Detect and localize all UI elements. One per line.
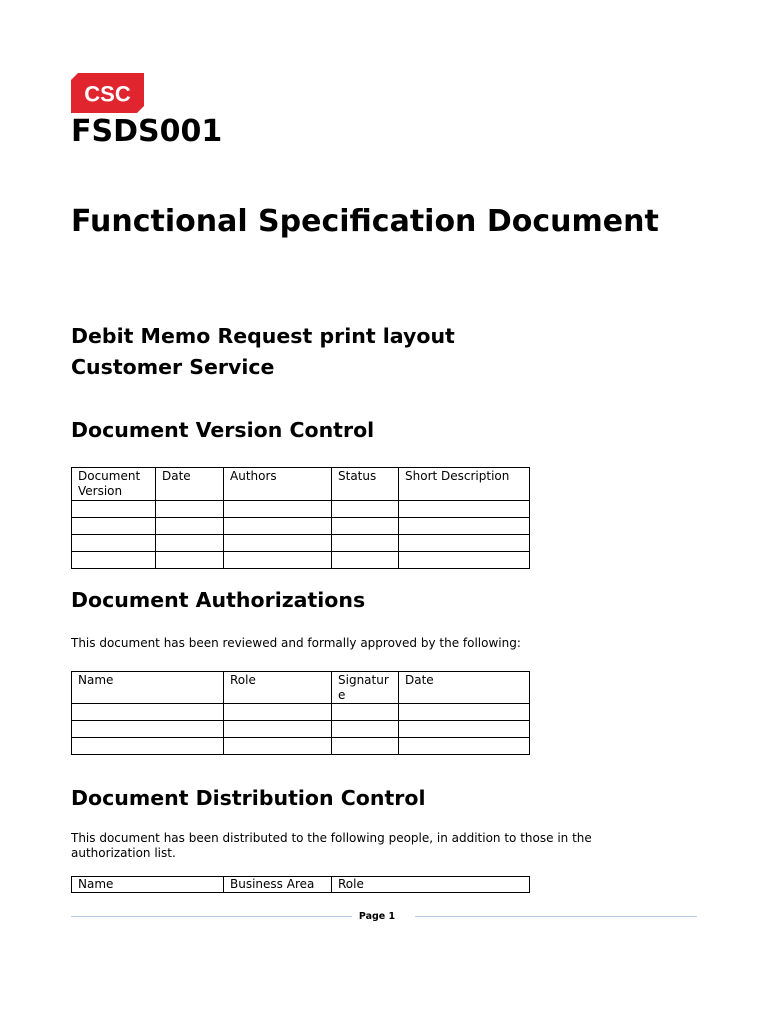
version-control-heading: Document Version Control	[71, 418, 375, 442]
column-header: Role	[332, 877, 530, 893]
csc-logo-mark	[71, 73, 144, 113]
table-cell[interactable]	[224, 501, 332, 518]
table-cell[interactable]	[332, 552, 399, 569]
distribution-intro: This document has been distributed to the following people, in addition to those in the authorization list.	[71, 831, 592, 860]
table-row	[72, 704, 530, 721]
column-header: Name	[72, 877, 224, 893]
table-cell[interactable]	[332, 738, 399, 755]
table-cell[interactable]	[224, 704, 332, 721]
table-cell[interactable]	[224, 518, 332, 535]
table-cell[interactable]	[332, 721, 399, 738]
table-row	[72, 535, 530, 552]
table-cell[interactable]	[399, 501, 530, 518]
column-header: Authors	[224, 468, 332, 501]
table-cell[interactable]	[72, 518, 156, 535]
table-header-row	[72, 672, 530, 704]
table-cell[interactable]	[72, 738, 224, 755]
column-header: Document Version	[72, 468, 156, 501]
column-header: Role	[224, 672, 332, 704]
distribution-table	[71, 876, 530, 893]
table-cell[interactable]	[332, 535, 399, 552]
table-header-row	[72, 877, 530, 893]
table-cell[interactable]	[72, 535, 156, 552]
column-header: Signature	[332, 672, 399, 704]
authorizations-intro: This document has been reviewed and formally approved by the following:	[71, 636, 521, 650]
table-cell[interactable]	[399, 721, 530, 738]
table-cell[interactable]	[156, 501, 224, 518]
table-cell[interactable]	[224, 738, 332, 755]
column-header: Short Description	[399, 468, 530, 501]
table-cell[interactable]	[399, 535, 530, 552]
table-cell[interactable]	[156, 518, 224, 535]
table-cell[interactable]	[332, 518, 399, 535]
table-row	[72, 738, 530, 755]
document-id: FSDS001	[71, 114, 223, 149]
table-cell[interactable]	[156, 552, 224, 569]
version-control-table	[71, 467, 530, 569]
table-cell[interactable]	[399, 738, 530, 755]
table-row	[72, 721, 530, 738]
table-cell[interactable]	[399, 518, 530, 535]
table-header-row	[72, 468, 530, 501]
table-cell[interactable]	[224, 552, 332, 569]
table-cell[interactable]	[399, 704, 530, 721]
footer-rule-left	[71, 916, 352, 917]
authorizations-table	[71, 671, 530, 755]
table-row	[72, 501, 530, 518]
column-header: Date	[156, 468, 224, 501]
csc-logo	[71, 73, 144, 113]
column-header: Status	[332, 468, 399, 501]
column-header: Name	[72, 672, 224, 704]
column-header: Business Area	[224, 877, 332, 893]
table-cell[interactable]	[72, 721, 224, 738]
document-title: Functional Specification Document	[71, 204, 659, 239]
table-cell[interactable]	[332, 704, 399, 721]
table-cell[interactable]	[72, 704, 224, 721]
table-cell[interactable]	[156, 535, 224, 552]
distribution-heading: Document Distribution Control	[71, 786, 426, 810]
page-number: Page 1	[358, 911, 396, 922]
table-cell[interactable]	[332, 501, 399, 518]
csc-logo-text: CSC	[84, 81, 131, 107]
table-cell[interactable]	[399, 552, 530, 569]
document-subtitle	[71, 321, 691, 383]
table-cell[interactable]	[224, 535, 332, 552]
subtitle-line-2: Customer Service	[71, 355, 275, 379]
footer-rule-right	[415, 916, 697, 917]
table-cell[interactable]	[72, 552, 156, 569]
table-row	[72, 518, 530, 535]
authorizations-heading: Document Authorizations	[71, 588, 366, 612]
column-header: Date	[399, 672, 530, 704]
table-cell[interactable]	[72, 501, 156, 518]
table-cell[interactable]	[224, 721, 332, 738]
subtitle-line-1: Debit Memo Request print layout	[71, 324, 455, 348]
table-row	[72, 552, 530, 569]
